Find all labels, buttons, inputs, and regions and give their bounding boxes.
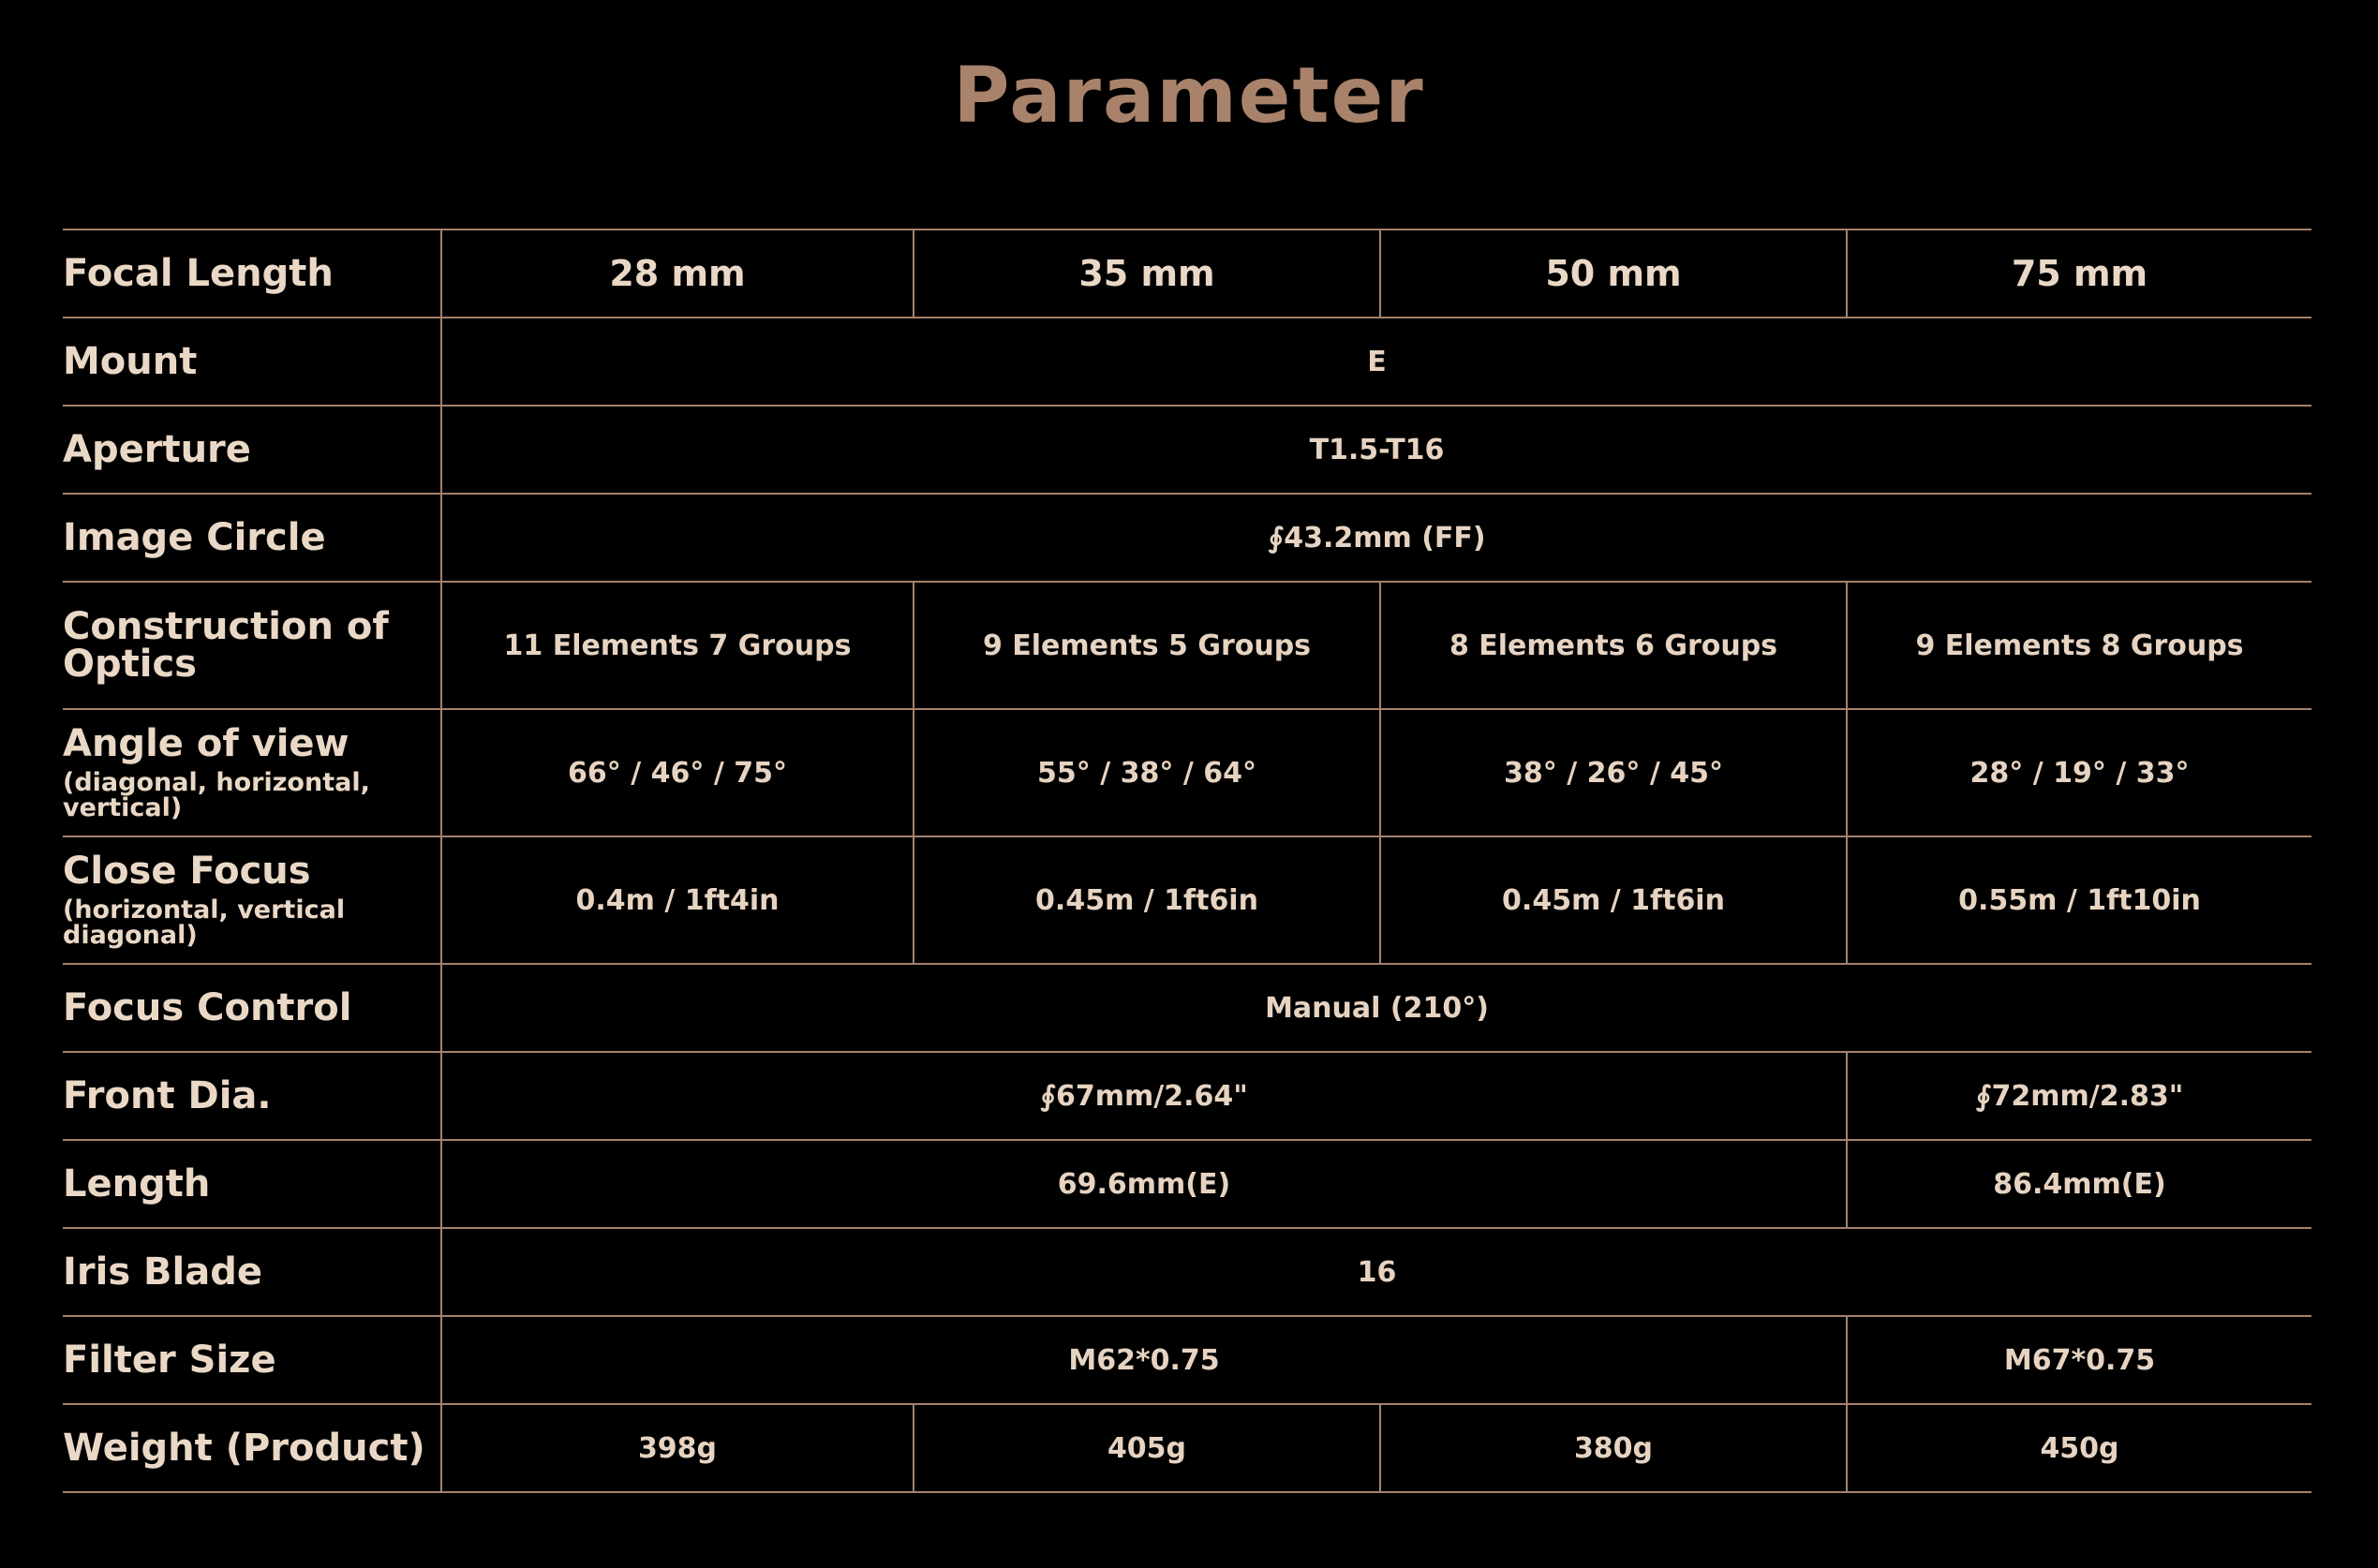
weight-value-50mm: 380g (1380, 1404, 1847, 1492)
table-row-front-dia (63, 1052, 2311, 1140)
table-row-image-circle (63, 494, 2311, 582)
angle-of-view-value-28mm: 66° / 46° / 75° (441, 709, 914, 836)
close-focus-sublabel: (horizontal, vertical diagonal) (63, 895, 346, 950)
close-focus-value-28mm: 0.4m / 1ft4in (441, 836, 914, 964)
parameter-table (63, 229, 2311, 1493)
table-row-mount (63, 318, 2311, 406)
row-label-angle-of-view (63, 709, 441, 836)
row-label-front-dia: Front Dia. (63, 1052, 441, 1140)
weight-value-75mm: 450g (1847, 1404, 2311, 1492)
row-label-filter-size: Filter Size (63, 1316, 441, 1404)
table-row-aperture (63, 406, 2311, 494)
front-dia-value-75mm: ∮72mm/2.83" (1847, 1052, 2311, 1140)
length-value-28-50mm: 69.6mm(E) (441, 1140, 1847, 1228)
table-row-length (63, 1140, 2311, 1228)
construction-value-75mm: 9 Elements 8 Groups (1847, 582, 2311, 709)
row-label-length: Length (63, 1140, 441, 1228)
column-header-75mm: 75 mm (1847, 229, 2311, 318)
aperture-value: T1.5-T16 (441, 406, 2311, 494)
focus-control-value: Manual (210°) (441, 964, 2311, 1052)
row-label-focus-control: Focus Control (63, 964, 441, 1052)
angle-of-view-label: Angle of view (63, 722, 349, 765)
column-header-28mm: 28 mm (441, 229, 914, 318)
weight-value-28mm: 398g (441, 1404, 914, 1492)
row-label-focal-length: Focal Length (63, 229, 441, 318)
iris-blade-value: 16 (441, 1228, 2311, 1316)
construction-value-50mm: 8 Elements 6 Groups (1380, 582, 1847, 709)
filter-size-value-28-50mm: M62*0.75 (441, 1316, 1847, 1404)
close-focus-value-75mm: 0.55m / 1ft10in (1847, 836, 2311, 964)
row-label-weight: Weight (Product) (63, 1404, 441, 1492)
filter-size-value-75mm: M67*0.75 (1847, 1316, 2311, 1404)
row-label-close-focus (63, 836, 441, 964)
mount-value: E (441, 318, 2311, 406)
row-label-mount: Mount (63, 318, 441, 406)
close-focus-value-35mm: 0.45m / 1ft6in (914, 836, 1380, 964)
row-label-image-circle: Image Circle (63, 494, 441, 582)
table-row-focal-length (63, 229, 2311, 318)
page-title: Parameter (953, 52, 1425, 141)
angle-of-view-value-35mm: 55° / 38° / 64° (914, 709, 1380, 836)
angle-of-view-value-50mm: 38° / 26° / 45° (1380, 709, 1847, 836)
table-row-close-focus (63, 836, 2311, 964)
table-row-filter-size (63, 1316, 2311, 1404)
angle-of-view-value-75mm: 28° / 19° / 33° (1847, 709, 2311, 836)
row-label-iris-blade: Iris Blade (63, 1228, 441, 1316)
table-row-weight (63, 1404, 2311, 1492)
row-label-aperture: Aperture (63, 406, 441, 494)
table-row-focus-control (63, 964, 2311, 1052)
table-row-construction (63, 582, 2311, 709)
column-header-50mm: 50 mm (1380, 229, 1847, 318)
table-row-angle-of-view (63, 709, 2311, 836)
construction-value-28mm: 11 Elements 7 Groups (441, 582, 914, 709)
construction-value-35mm: 9 Elements 5 Groups (914, 582, 1380, 709)
angle-of-view-sublabel: (diagonal, horizontal, vertical) (63, 768, 370, 822)
weight-value-35mm: 405g (914, 1404, 1380, 1492)
column-header-35mm: 35 mm (914, 229, 1380, 318)
close-focus-label: Close Focus (63, 850, 311, 893)
table-row-iris-blade (63, 1228, 2311, 1316)
front-dia-value-28-50mm: ∮67mm/2.64" (441, 1052, 1847, 1140)
length-value-75mm: 86.4mm(E) (1847, 1140, 2311, 1228)
row-label-construction: Construction of Optics (63, 582, 441, 709)
image-circle-value: ∮43.2mm (FF) (441, 494, 2311, 582)
close-focus-value-50mm: 0.45m / 1ft6in (1380, 836, 1847, 964)
